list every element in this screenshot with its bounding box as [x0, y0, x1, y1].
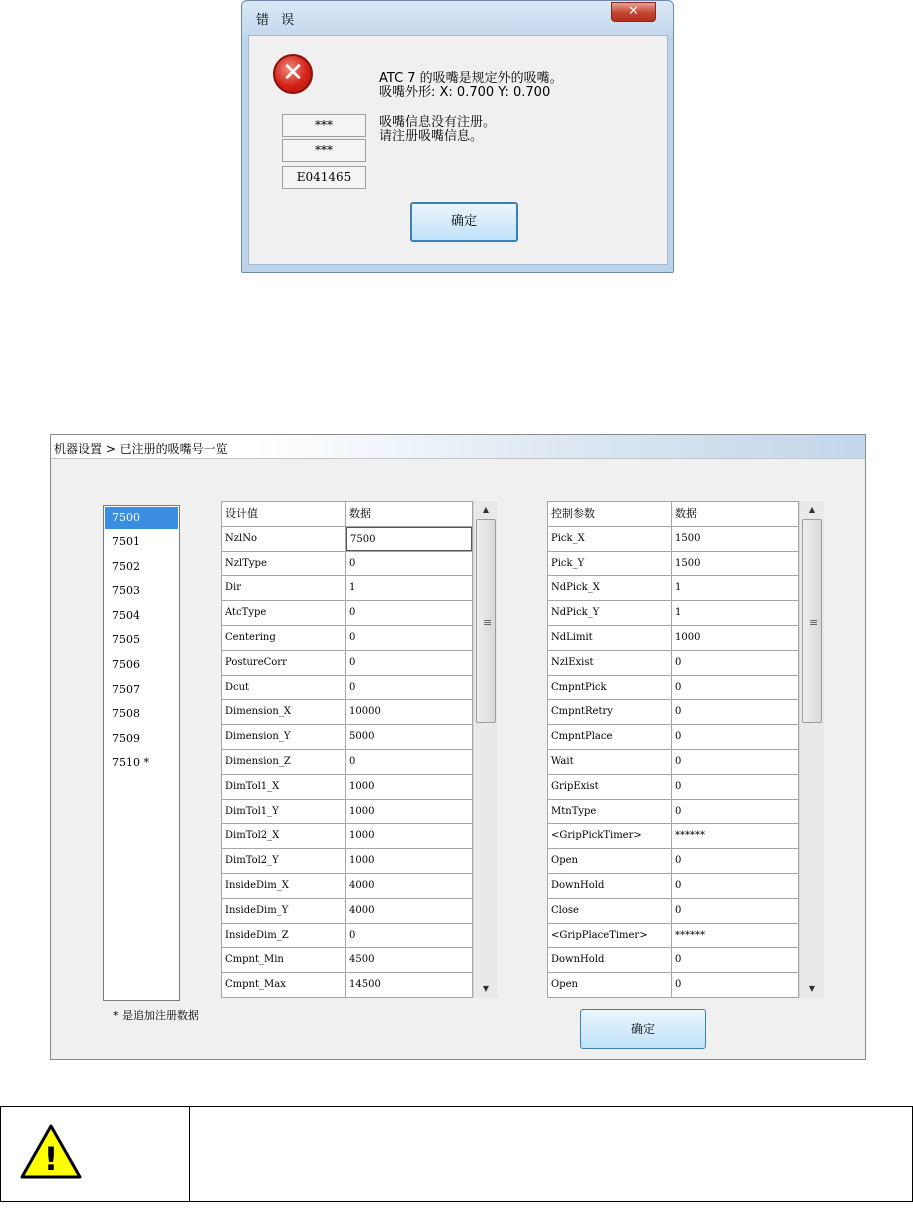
parameter-name-cell: AtcType: [222, 601, 346, 625]
parameter-name-cell: Dimension_Y: [222, 725, 346, 749]
parameter-name-cell: NdPick_X: [548, 576, 672, 600]
table-row[interactable]: [222, 824, 472, 849]
table-row[interactable]: [222, 750, 472, 775]
control-parameter-table[interactable]: [547, 501, 799, 998]
parameter-name-cell: Close: [548, 899, 672, 923]
table-row[interactable]: [548, 651, 798, 676]
parameter-value-cell[interactable]: 5000: [349, 731, 375, 743]
nozzle-list-item[interactable]: 7505: [112, 633, 140, 647]
nozzle-list-window: [50, 434, 866, 1060]
scroll-thumb[interactable]: [476, 519, 496, 723]
nozzle-list-item[interactable]: 7504: [112, 608, 140, 622]
parameter-name-cell: NzlType: [222, 552, 346, 576]
parameter-name-cell: NzlExist: [548, 651, 672, 675]
grip-icon: ≡: [483, 616, 493, 629]
parameter-value-cell[interactable]: 14500: [349, 979, 381, 991]
parameter-value-cell[interactable]: 0: [675, 656, 682, 668]
nozzle-window-titlebar: [51, 435, 865, 459]
parameter-name-cell: Pick_Y: [548, 552, 672, 576]
error-dialog-titlebar: [242, 1, 673, 35]
parameter-value-cell[interactable]: 1000: [675, 631, 701, 643]
nozzle-list-item[interactable]: 7509: [112, 731, 140, 745]
parameter-name-cell: Cmpnt_Min: [222, 948, 346, 972]
table-row[interactable]: [548, 527, 798, 552]
parameter-name-cell: Dir: [222, 576, 346, 600]
parameter-name-cell: DimTol1_X: [222, 775, 346, 799]
parameter-name-cell: Open: [548, 973, 672, 997]
parameter-value-cell[interactable]: 4000: [349, 879, 375, 891]
parameter-name-cell: InsideDim_X: [222, 874, 346, 898]
column-header: 设计值: [222, 502, 346, 526]
column-header: 数据: [675, 507, 697, 520]
parameter-value-cell[interactable]: 1: [675, 582, 682, 594]
column-header: 控制参数: [548, 502, 672, 526]
table-row[interactable]: [548, 626, 798, 651]
parameter-value-cell[interactable]: 1000: [349, 805, 375, 817]
nozzle-list-item[interactable]: 7503: [112, 584, 140, 598]
column-header: 数据: [349, 507, 371, 520]
scroll-down-arrow-icon[interactable]: ▼: [482, 984, 490, 993]
table-row[interactable]: [222, 775, 472, 800]
table-row[interactable]: [222, 527, 472, 552]
parameter-value-cell[interactable]: 1000: [349, 830, 375, 842]
parameter-name-cell: <GripPickTimer>: [548, 824, 672, 848]
parameter-value-cell[interactable]: 1000: [349, 855, 375, 867]
parameter-name-cell: NdLimit: [548, 626, 672, 650]
table-row[interactable]: [548, 750, 798, 775]
error-dialog-title: 错 误: [256, 13, 299, 28]
parameter-value-cell[interactable]: 0: [675, 805, 682, 817]
error-message-line-2: 吸嘴外形: X: 0.700 Y: 0.700: [379, 85, 551, 100]
error-code-box-1: ***: [282, 114, 366, 137]
parameter-value-cell[interactable]: 0: [349, 681, 356, 693]
error-code-box-2: ***: [282, 139, 366, 162]
table-row[interactable]: [548, 601, 798, 626]
parameter-name-cell: Open: [548, 849, 672, 873]
parameter-value-cell[interactable]: 0: [349, 656, 356, 668]
table-row[interactable]: [222, 948, 472, 973]
table-row[interactable]: [548, 948, 798, 973]
error-dialog-body: [248, 35, 668, 265]
table-header-row: [222, 502, 472, 527]
table-row[interactable]: [222, 725, 472, 750]
nozzle-ok-button[interactable]: 确定: [580, 1009, 706, 1049]
parameter-value-cell[interactable]: 4500: [349, 954, 375, 966]
grip-icon: ≡: [809, 616, 819, 629]
parameter-name-cell: PostureCorr: [222, 651, 346, 675]
parameter-value-cell[interactable]: 1: [349, 582, 356, 594]
table-row[interactable]: [548, 924, 798, 949]
parameter-value-cell[interactable]: 0: [675, 731, 682, 743]
table-row[interactable]: [548, 874, 798, 899]
control-parameter-scrollbar[interactable]: [799, 501, 824, 998]
parameter-value-cell[interactable]: 0: [675, 780, 682, 792]
table-row[interactable]: [222, 800, 472, 825]
table-row[interactable]: [222, 651, 472, 676]
parameter-name-cell: CmpntPick: [548, 676, 672, 700]
parameter-value-cell[interactable]: 0: [349, 929, 356, 941]
parameter-value-cell[interactable]: 7500: [346, 527, 472, 551]
table-row[interactable]: [222, 849, 472, 874]
parameter-name-cell: <GripPlaceTimer>: [548, 924, 672, 948]
design-value-table[interactable]: [221, 501, 473, 998]
parameter-name-cell: InsideDim_Y: [222, 899, 346, 923]
table-row[interactable]: [548, 824, 798, 849]
parameter-value-cell[interactable]: 10000: [349, 706, 381, 718]
parameter-value-cell[interactable]: 1: [675, 607, 682, 619]
table-row[interactable]: [548, 973, 798, 998]
parameter-value-cell[interactable]: 0: [675, 879, 682, 891]
parameter-value-cell[interactable]: 0: [349, 607, 356, 619]
table-row[interactable]: [222, 899, 472, 924]
table-row[interactable]: [548, 775, 798, 800]
error-message-line-1: ATC 7 的吸嘴是规定外的吸嘴。: [379, 71, 563, 86]
parameter-value-cell[interactable]: 1000: [349, 780, 375, 792]
parameter-value-cell[interactable]: 0: [349, 631, 356, 643]
table-row[interactable]: [222, 552, 472, 577]
parameter-name-cell: Dimension_X: [222, 700, 346, 724]
table-row[interactable]: [548, 576, 798, 601]
nozzle-list-item[interactable]: 7502: [112, 559, 140, 573]
scroll-thumb[interactable]: [802, 519, 822, 723]
nozzle-list-item[interactable]: 7507: [112, 682, 140, 696]
design-value-scrollbar[interactable]: [473, 501, 498, 998]
table-row[interactable]: [548, 849, 798, 874]
warning-icon-cell: [1, 1107, 190, 1201]
parameter-name-cell: Cmpnt_Max: [222, 973, 346, 997]
parameter-value-cell[interactable]: 0: [675, 954, 682, 966]
table-row[interactable]: [548, 899, 798, 924]
table-row[interactable]: [548, 800, 798, 825]
parameter-value-cell[interactable]: 4000: [349, 904, 375, 916]
parameter-name-cell: Dimension_Z: [222, 750, 346, 774]
error-code-box-3: E041465: [282, 166, 366, 189]
nozzle-list-item[interactable]: 7501: [112, 535, 140, 548]
parameter-name-cell: DownHold: [548, 948, 672, 972]
warning-triangle-icon: [19, 1123, 83, 1181]
parameter-name-cell: Wait: [548, 750, 672, 774]
scroll-up-arrow-icon[interactable]: ▲: [808, 505, 816, 514]
table-header-row: [548, 502, 798, 527]
nozzle-number-list[interactable]: [103, 505, 180, 1001]
ok-button[interactable]: 确定: [410, 202, 518, 242]
table-row[interactable]: [222, 626, 472, 651]
error-message-line-4: 请注册吸嘴信息。: [379, 129, 484, 144]
parameter-name-cell: Centering: [222, 626, 346, 650]
nozzle-window-title: 机器设置 > 已注册的吸嘴号一览: [54, 442, 228, 456]
parameter-value-cell[interactable]: 0: [675, 681, 682, 693]
parameter-value-cell[interactable]: 0: [349, 755, 356, 767]
parameter-name-cell: InsideDim_Z: [222, 924, 346, 948]
close-button[interactable]: ✕: [611, 2, 656, 22]
parameter-value-cell[interactable]: 1500: [675, 532, 701, 544]
table-row[interactable]: [222, 601, 472, 626]
table-row[interactable]: [222, 924, 472, 949]
parameter-value-cell[interactable]: 1500: [675, 557, 701, 569]
parameter-value-cell[interactable]: 0: [675, 706, 682, 718]
warning-box: [0, 1106, 913, 1202]
parameter-value-cell[interactable]: 0: [675, 904, 682, 916]
parameter-name-cell: CmpntRetry: [548, 700, 672, 724]
parameter-value-cell[interactable]: 0: [675, 979, 682, 991]
parameter-name-cell: CmpntPlace: [548, 725, 672, 749]
table-row[interactable]: [548, 552, 798, 577]
table-row[interactable]: [222, 700, 472, 725]
table-row[interactable]: [548, 676, 798, 701]
parameter-name-cell: Pick_X: [548, 527, 672, 551]
parameter-name-cell: NzlNo: [222, 527, 346, 551]
error-icon: ✕: [273, 54, 313, 94]
error-dialog: [241, 0, 674, 273]
parameter-name-cell: DimTol2_Y: [222, 849, 346, 873]
parameter-name-cell: DimTol1_Y: [222, 800, 346, 824]
parameter-value-cell[interactable]: 0: [349, 557, 356, 569]
table-row[interactable]: [222, 676, 472, 701]
table-row[interactable]: [222, 576, 472, 601]
parameter-value-cell[interactable]: ******: [675, 830, 705, 842]
nozzle-list-item[interactable]: 7510 *: [112, 756, 149, 770]
parameter-name-cell: NdPick_Y: [548, 601, 672, 625]
table-row[interactable]: [548, 725, 798, 750]
parameter-value-cell[interactable]: 0: [675, 755, 682, 767]
nozzle-list-item[interactable]: 7508: [112, 707, 140, 721]
scroll-up-arrow-icon[interactable]: ▲: [482, 505, 490, 514]
table-row[interactable]: [222, 973, 472, 998]
parameter-name-cell: DownHold: [548, 874, 672, 898]
scroll-down-arrow-icon[interactable]: ▼: [808, 984, 816, 993]
parameter-name-cell: DimTol2_X: [222, 824, 346, 848]
table-row[interactable]: [548, 700, 798, 725]
parameter-name-cell: GripExist: [548, 775, 672, 799]
nozzle-list-item[interactable]: 7500: [105, 507, 178, 529]
nozzle-list-item[interactable]: 7506: [112, 657, 140, 671]
warning-exclamation-glyph: !: [43, 1140, 59, 1178]
table-row[interactable]: [222, 874, 472, 899]
parameter-name-cell: Dcut: [222, 676, 346, 700]
parameter-name-cell: MtnType: [548, 800, 672, 824]
error-message-line-3: 吸嘴信息没有注册。: [379, 115, 497, 130]
additional-registration-note: * 是追加注册数据: [113, 1009, 199, 1022]
parameter-value-cell[interactable]: 0: [675, 855, 682, 867]
parameter-value-cell[interactable]: ******: [675, 929, 705, 941]
